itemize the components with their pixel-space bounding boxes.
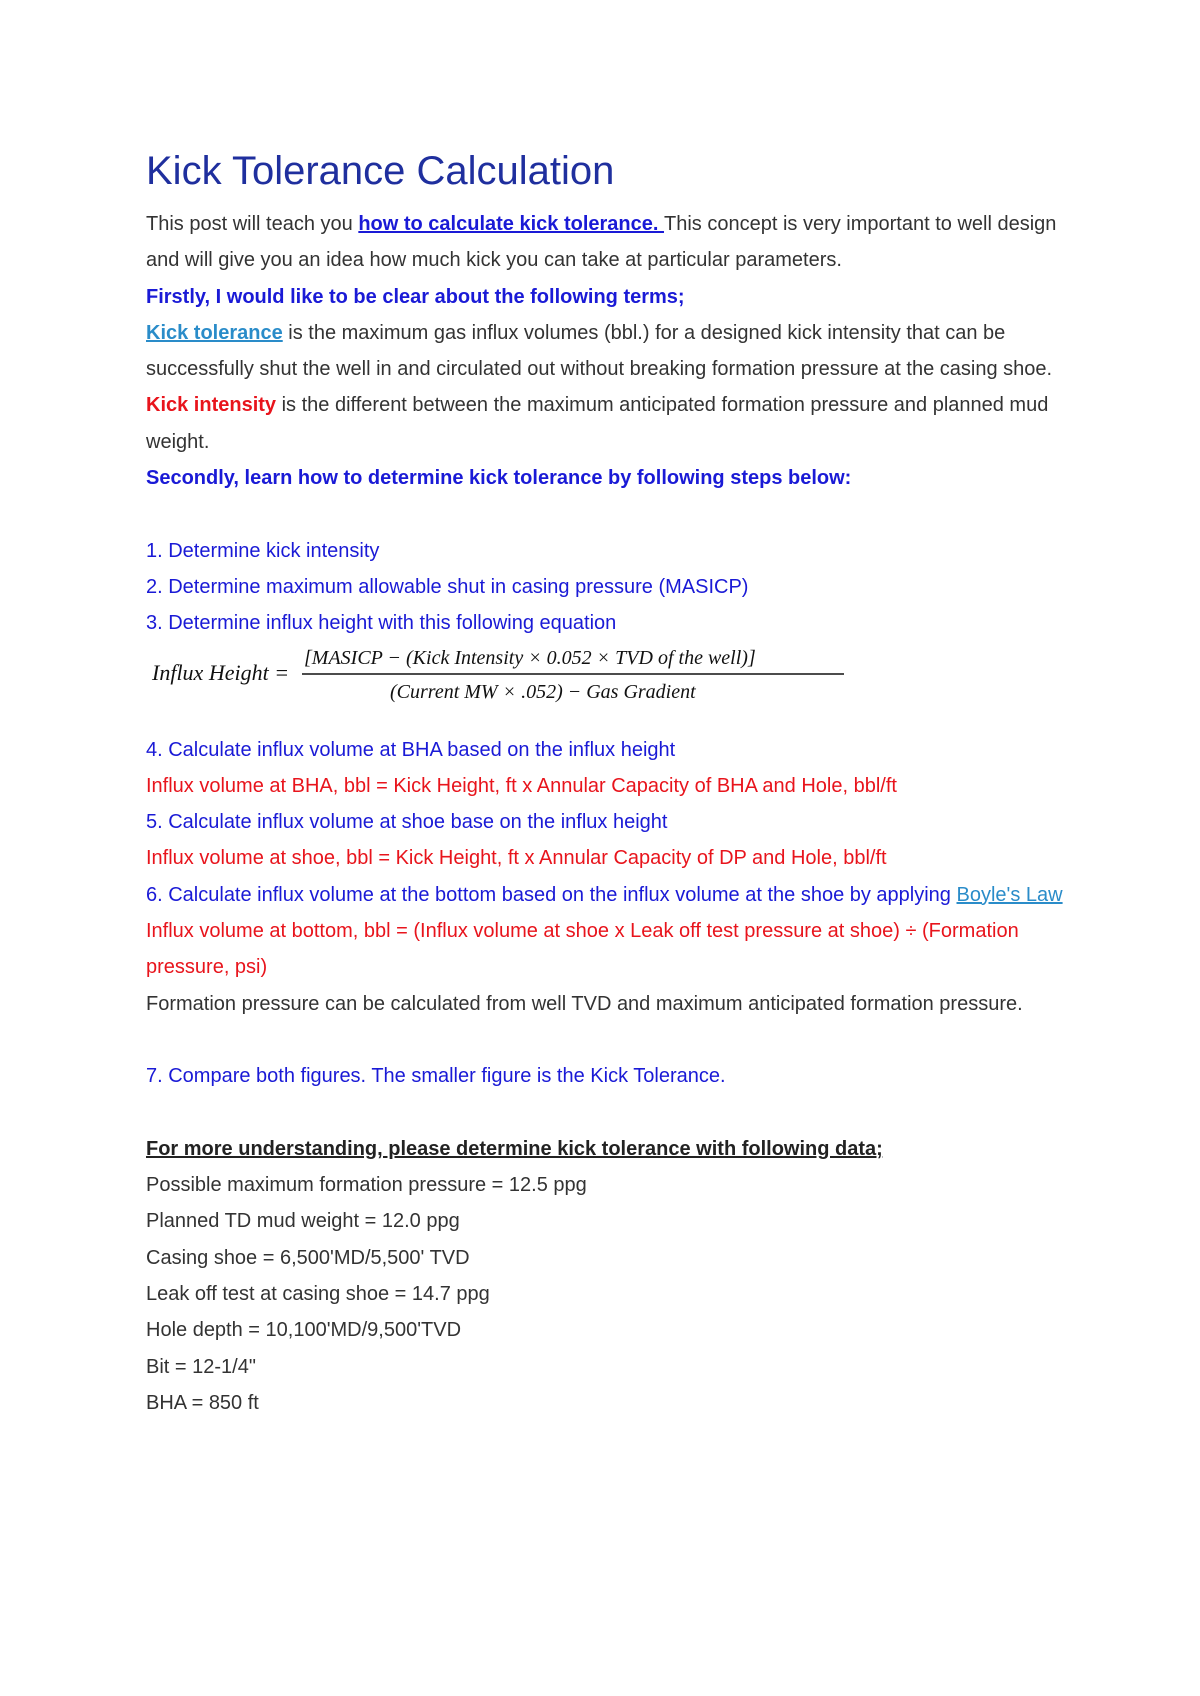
spacer [146, 496, 1076, 532]
step-2: 2. Determine maximum allowable shut in casing pressure (MASICP) [146, 575, 749, 598]
step-5-formula: Influx volume at shoe, bbl = Kick Height, ft x Annular Capacity of DP and Hole, bbl/ft [146, 847, 887, 870]
kick-tolerance-link[interactable]: Kick tolerance [146, 321, 283, 344]
boyles-law-link[interactable]: Boyle's Law [956, 883, 1063, 906]
influx-height-equation [146, 642, 1076, 732]
intro-text-after: This concept is very important to well design and will give you an idea how much kick you can take at particular parameters. [146, 213, 1057, 272]
example-item: Bit = 12-1/4" [146, 1355, 256, 1378]
secondly-heading: Secondly, learn how to determine kick tolerance by following steps below: [146, 467, 852, 490]
equation-numerator: [MASICP − (Kick Intensity × 0.052 × TVD of the well)] [304, 646, 756, 669]
example-item: Leak off test at casing shoe = 14.7 ppg [146, 1283, 490, 1306]
step-6 [146, 877, 1076, 913]
example-item: Hole depth = 10,100'MD/9,500'TVD [146, 1319, 462, 1342]
step-7: 7. Compare both figures. The smaller figure is the Kick Tolerance. [146, 1065, 726, 1088]
kick-intensity-definition [146, 387, 1076, 460]
intro-text-before: This post will teach you [146, 213, 359, 235]
kick-intensity-text: is the different between the maximum anticipated formation pressure and planned mud weight. [146, 394, 1049, 453]
how-to-calculate-link[interactable]: how to calculate kick tolerance. [358, 213, 664, 235]
step-6-formula: Influx volume at bottom, bbl = (Influx volume at shoe x Leak off test pressure at shoe) ÷ (Formation pressure, psi) [146, 920, 1019, 979]
article-body [146, 146, 1076, 1421]
step-3: 3. Determine influx height with this following equation [146, 612, 617, 635]
firstly-heading: Firstly, I would like to be clear about the following terms; [146, 285, 685, 308]
example-item: BHA = 850 ft [146, 1391, 259, 1414]
equation-lhs: Influx Height = [152, 659, 290, 685]
kick-tolerance-text: is the maximum gas influx volumes (bbl.) for a designed kick intensity that can be successfully shut the well in and circulated out without breaking formation pressure at the casing shoe. [146, 321, 1053, 381]
intro-paragraph [146, 206, 1076, 279]
example-item: Possible maximum formation pressure = 12.5 ppg [146, 1174, 587, 1197]
step-4-formula: Influx volume at BHA, bbl = Kick Height, ft x Annular Capacity of BHA and Hole, bbl/ft [146, 774, 897, 797]
example-item: Casing shoe = 6,500'MD/5,500' TVD [146, 1246, 470, 1269]
spacer [146, 1022, 1076, 1058]
step-4: 4. Calculate influx volume at BHA based on the influx height [146, 738, 676, 761]
kick-intensity-term: Kick intensity [146, 394, 277, 417]
step-6-note: Formation pressure can be calculated from well TVD and maximum anticipated formation pressure. [146, 992, 1023, 1015]
equation-denominator: (Current MW × .052) − Gas Gradient [390, 680, 696, 703]
kick-tolerance-definition [146, 315, 1076, 388]
step-1: 1. Determine kick intensity [146, 539, 380, 562]
equation-graphic [146, 642, 846, 732]
step-6-text: 6. Calculate influx volume at the bottom based on the influx volume at the shoe by applying [146, 883, 957, 906]
page-title: Kick Tolerance Calculation [146, 149, 615, 193]
spacer [146, 1095, 1076, 1131]
example-heading: For more understanding, please determine kick tolerance with following data; [146, 1137, 883, 1160]
step-5: 5. Calculate influx volume at shoe base on the influx height [146, 811, 668, 834]
example-item: Planned TD mud weight = 12.0 ppg [146, 1210, 460, 1233]
